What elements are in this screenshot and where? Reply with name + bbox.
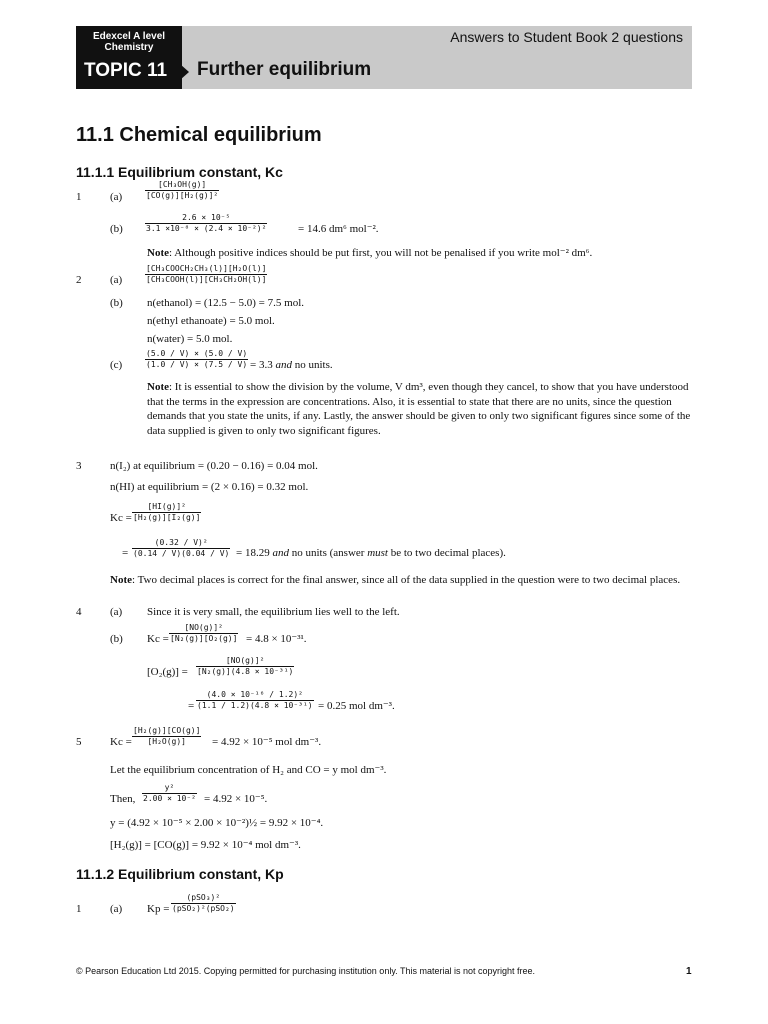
q3-note (110, 573, 695, 588)
q1-b-label: (b) (110, 223, 123, 235)
q1-note (147, 246, 695, 261)
q3-eq-numerator: (0.32 / V)² (132, 538, 230, 549)
q3-eq-result (236, 546, 506, 560)
q3-line1: n(I₂) at equilibrium = (0.20 − 0.16) = 0.04 mol. (110, 460, 318, 472)
q1-number: 1 (76, 191, 82, 203)
q3-eq-result-post: be to two decimal places). (387, 547, 506, 559)
q4-eq-denominator: (1.1 / 1.2)(4.8 × 10⁻³¹) (197, 701, 313, 710)
kp-denominator: (pSO₂)²(pSO₂) (172, 904, 235, 913)
q3-line2: n(HI) at equilibrium = (2 × 0.16) = 0.32 mol. (110, 481, 309, 493)
q4-eq-fraction (196, 690, 314, 711)
q1-b-denominator: 3.1 ×10⁻⁸ × (2.4 × 10⁻²)² (146, 224, 267, 233)
footer-copyright: © Pearson Education Ltd 2015. Copying permitted for purchasing institution only. This material is not copyright free. (76, 966, 536, 976)
q4-o2-denominator: [N₂(g)](4.8 × 10⁻³¹) (197, 667, 294, 676)
q2-c-result (250, 358, 333, 372)
kp-label: Kp = (147, 903, 170, 915)
q2-a-denominator: [CH₃COOH(l)][CH₃CH₂OH(l)] (146, 275, 267, 284)
q3-eq-result-mid: no units (answer (288, 547, 368, 559)
section-title: 11.1 Chemical equilibrium (76, 124, 322, 146)
q2-c-numerator: (5.0 / V) × (5.0 / V) (146, 349, 248, 358)
kp-fraction (171, 893, 236, 914)
q2-note-text: : It is essential to show the division by the volume, V dm³, even though they cancel, to show that you have understood that the terms in the expression are concentrations. Also, it is essential to state that there are no units, since the question demands that you state the units, if any. Lastly, the answer should be given to only two significant figures since some of the data supplied is given to only two significant figures. (147, 381, 691, 437)
q1-b-fraction (145, 213, 267, 234)
q3-kc-numerator: [HI(g)]² (132, 502, 201, 513)
q3-eq-result-pre: = 18.29 (236, 547, 273, 559)
q5-number: 5 (76, 736, 82, 748)
q2-c-result-and: and (275, 359, 292, 371)
q2-c-result-post: no units. (291, 359, 333, 371)
q5-then-fraction (142, 783, 197, 804)
q4-eq-numerator: (4.0 × 10⁻¹⁶ / 1.2)² (196, 690, 314, 701)
q4-kc-result: = 4.8 × 10⁻³¹. (246, 633, 307, 645)
q2-b-label: (b) (110, 297, 123, 309)
q4-kc-fraction (169, 623, 238, 644)
q4-a-label: (a) (110, 606, 123, 618)
q4-eq-result: = 0.25 mol dm⁻³. (318, 700, 395, 712)
q4-o2-fraction (196, 656, 294, 677)
q4-o2-numerator: [NO(g)]² (196, 656, 294, 667)
q2-a-numerator: [CH₃COOCH₂CH₃(l)][H₂O(l)] (146, 264, 267, 273)
q2-note-label: Note (147, 381, 169, 393)
q5-line1: Let the equilibrium concentration of H₂ and CO = y mol dm⁻³. (110, 764, 387, 776)
header-arrow-icon (180, 64, 189, 80)
q4-kc-label: Kc = (147, 633, 169, 645)
header-topic-title: Further equilibrium (197, 59, 372, 80)
q5-kc-numerator: [H₂(g)][CO(g)] (133, 726, 201, 735)
subsection-kp-title: 11.1.2 Equilibrium constant, Kp (76, 866, 284, 882)
q1-a-numerator: [CH₃OH(g)] (145, 180, 219, 191)
q4-kc-numerator: [NO(g)]² (169, 623, 238, 634)
kp-q1-a-label: (a) (110, 903, 123, 915)
q3-kc-label: Kc = (110, 512, 132, 524)
q4-number: 4 (76, 606, 82, 618)
page-number: 1 (686, 966, 692, 977)
q5-kc-fraction (132, 726, 201, 747)
q2-b-line3: n(water) = 5.0 mol. (147, 333, 233, 345)
q4-eq-prefix: = (188, 700, 195, 712)
q1-b-numerator: 2.6 × 10⁻⁵ (145, 213, 267, 224)
q2-c-result-pre: = 3.3 (250, 359, 276, 371)
q5-then-numerator: y² (142, 783, 197, 794)
kp-numerator: (pSO₃)² (171, 893, 236, 904)
q4-a-text: Since it is very small, the equilibrium lies well to the left. (147, 606, 400, 618)
q2-a-label: (a) (110, 274, 123, 286)
q5-line3: [H₂(g)] = [CO(g)] = 9.92 × 10⁻⁴ mol dm⁻³. (110, 839, 301, 851)
q5-kc-result: = 4.92 × 10⁻⁵ mol dm⁻³. (212, 736, 322, 748)
q3-eq-denominator: (0.14 / V)(0.04 / V) (133, 549, 230, 558)
q4-b-label: (b) (110, 633, 123, 645)
q2-number: 2 (76, 274, 82, 286)
q5-then-label: Then, (110, 793, 136, 805)
q1-note-text: : Although positive indices should be put first, you will not be penalised if you write mol⁻² dm⁶. (169, 247, 593, 259)
q3-kc-denominator: [H₂(g)][I₂(g)] (133, 513, 201, 522)
kp-q1-number: 1 (76, 903, 82, 915)
header-course: Edexcel A level Chemistry (92, 31, 166, 53)
q2-note (147, 380, 695, 438)
q3-eq-result-and: and (272, 547, 289, 559)
q3-note-text: : Two decimal places is correct for the final answer, since all of the data supplied in the question were to two decimal places. (132, 574, 681, 586)
q3-eq-result-must: must (367, 547, 388, 559)
q4-kc-denominator: [N₂(g)][O₂(g)] (170, 634, 238, 643)
q2-c-fraction (145, 349, 248, 370)
q2-b-line1: n(ethanol) = (12.5 − 5.0) = 7.5 mol. (147, 297, 305, 309)
q5-then-result: = 4.92 × 10⁻⁵. (204, 793, 268, 805)
header-right-text: Answers to Student Book 2 questions (450, 29, 683, 45)
q5-line2: y = (4.92 × 10⁻⁵ × 2.00 × 10⁻²)½ = 9.92 × 10⁻⁴. (110, 817, 324, 829)
subsection-kc-title: 11.1.1 Equilibrium constant, Kc (76, 164, 283, 180)
q2-a-fraction (145, 264, 267, 285)
q3-kc-fraction (132, 502, 201, 523)
q1-note-label: Note (147, 247, 169, 259)
q1-b-result: = 14.6 dm⁶ mol⁻². (298, 223, 379, 235)
q3-number: 3 (76, 460, 82, 472)
q1-a-label: (a) (110, 191, 123, 203)
q4-o2-label: [O₂(g)] = (147, 666, 188, 678)
q2-b-line2: n(ethyl ethanoate) = 5.0 mol. (147, 315, 275, 327)
q1-a-fraction (145, 180, 219, 201)
q2-c-label: (c) (110, 359, 123, 371)
q5-then-denominator: 2.00 × 10⁻² (143, 794, 196, 803)
header-topic: TOPIC 11 (84, 60, 168, 81)
q1-a-denominator: [CO(g)][H₂(g)]² (146, 191, 219, 200)
q5-kc-label: Kc = (110, 736, 132, 748)
q3-eq-fraction (132, 538, 230, 559)
q5-kc-denominator: [H₂O(g)] (147, 737, 186, 746)
q3-note-label: Note (110, 574, 132, 586)
q2-c-denominator: (1.0 / V) × (7.5 / V) (146, 360, 248, 369)
q3-eq-prefix: = (122, 547, 129, 559)
